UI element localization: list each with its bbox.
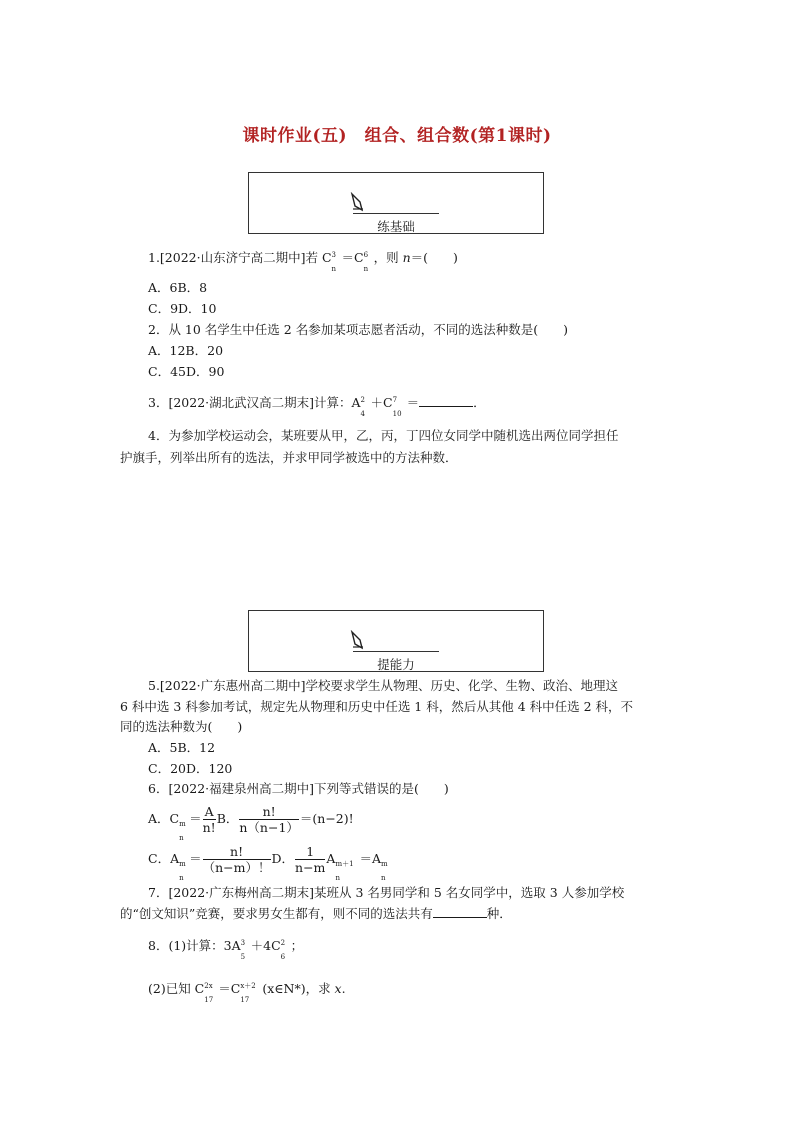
section-rule: [353, 213, 439, 214]
answer-blank: [419, 394, 473, 407]
section-header-basic: [248, 172, 544, 234]
question-7-line-2: 的“创文知识”竞赛，要求男女生都有，则不同的选法共有 种．: [120, 906, 512, 921]
question-4-line-2: 护旗手，列举出所有的选法，并求甲同学被选中的方法种数．: [120, 450, 458, 465]
answer-blank: [433, 905, 487, 918]
section-rule: [353, 651, 439, 652]
q6-options-cd: C．A m n ＝ $\frac{n!}{(n-m)!}$ D． $\frac{1}{n-m}$ A m＋1 n ＝A m n: [148, 844, 388, 882]
section-label: 练基础: [377, 219, 415, 234]
question-4-line-1: 4．为参加学校运动会，某班要从甲，乙，丙，丁四位女同学中随机选出两位同学担任: [148, 428, 619, 443]
q1-options-cd: C．9D．10: [148, 301, 217, 316]
question-6: 6．[2022·福建泉州高二期中]下列等式错误的是( ): [148, 781, 449, 796]
section-label: 提能力: [377, 657, 415, 672]
question-8-part-1: 8．(1)计算：3A 3 5 ＋4C 2 6 ；: [148, 938, 304, 961]
question-5-line-1: 5.[2022·广东惠州高二期中]学校要求学生从物理、历史、化学、生物、政治、地理这: [148, 678, 618, 693]
question-3: 3．[2022·湖北武汉高二期末]计算：A 2 4 ＋C 7 10 ＝ ．: [148, 395, 486, 418]
question-1: 1.[2022·山东济宁高二期中]若 C 3 n ＝C 6 n ，则 n＝( ): [148, 250, 458, 273]
pen-icon: [349, 192, 365, 212]
question-8-part-2: (2)已知 C 2x 17 ＝C x＋2 17 (x∈N*)，求 x.: [148, 981, 346, 1004]
section-header-advanced: [248, 610, 544, 672]
q2-options-cd: C．45D．90: [148, 364, 225, 379]
question-2: 2．从 10 名学生中任选 2 名参加某项志愿者活动，不同的选法种数是( ): [148, 322, 568, 337]
page-title: 课时作业(五) 组合、组合数(第1课时): [242, 126, 552, 146]
q2-options-ab: A．12B．20: [148, 343, 224, 358]
q6-options-ab: A．C m n ＝ $\frac{A}{n!}$ B． $\frac{n!}{n(n-1)}$ ＝(n−2)!: [148, 804, 354, 842]
q5-options-ab: A．5B．12: [148, 740, 216, 755]
question-7-line-1: 7．[2022·广东梅州高二期末]某班从 3 名男同学和 5 名女同学中，选取 3 人参加学校: [148, 885, 625, 900]
question-5-line-2: 6 科中选 3 科参加考试，规定先从物理和历史中任选 1 科，然后从其他 4 科中任选 2 科，不: [120, 699, 634, 714]
q1-options-ab: A．6B．8: [148, 280, 208, 295]
q5-options-cd: C．20D．120: [148, 761, 233, 776]
question-5-line-3: 同的选法种数为( ): [120, 719, 243, 734]
pen-icon: [349, 630, 365, 650]
